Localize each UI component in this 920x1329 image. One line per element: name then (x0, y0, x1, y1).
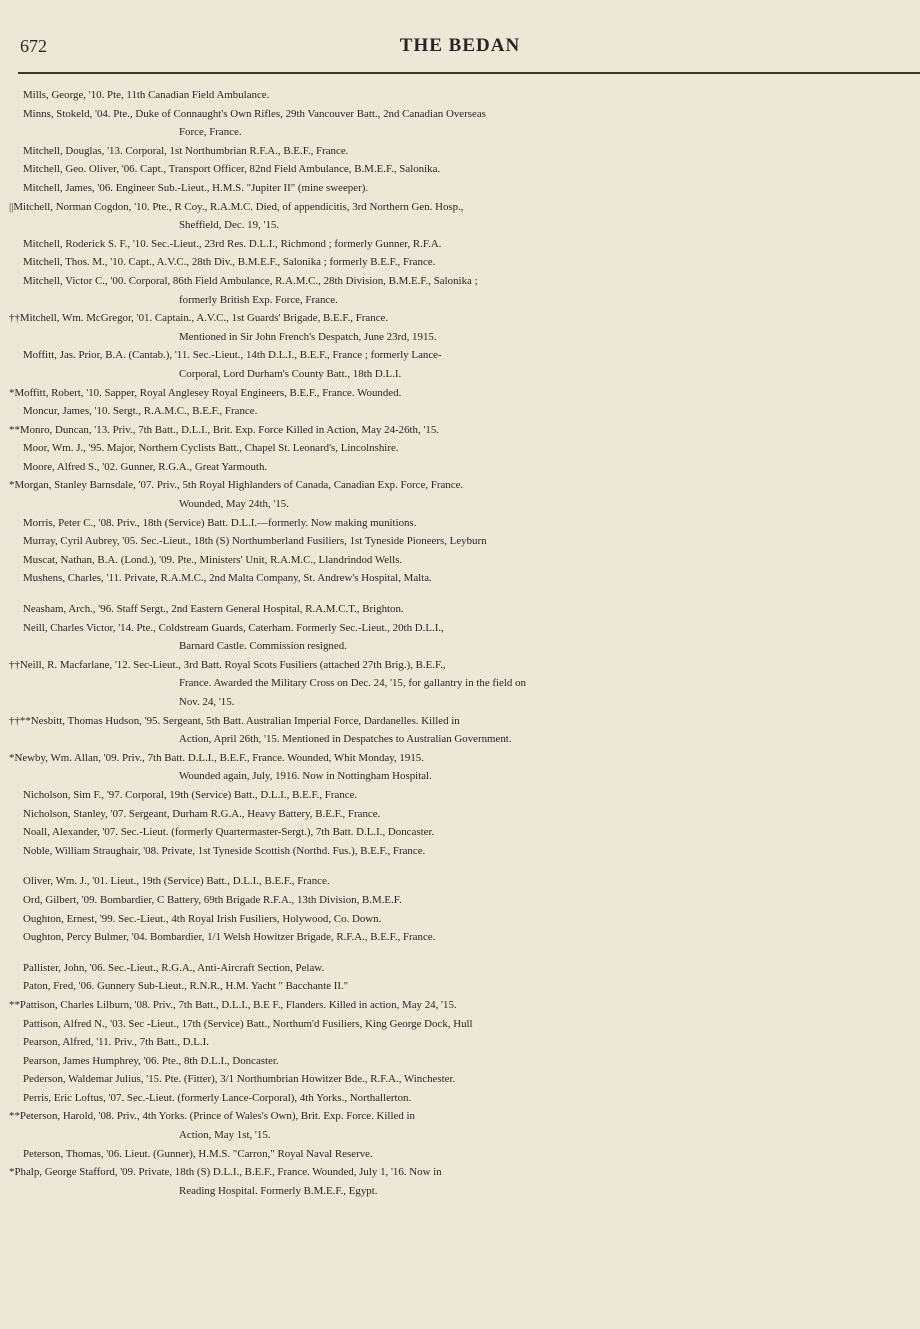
entry-text: Pederson, Waldemar Julius, '15. Pte. (Fitter), 3/1 Northumbrian Howitzer Bde., R.F.A., Winchester. (23, 1073, 456, 1086)
entry-text: Mitchell, Douglas, '13. Corporal, 1st Northumbrian R.F.A., B.E.F., France. (23, 144, 349, 157)
service-entry (0, 439, 920, 458)
section-gap (0, 947, 920, 959)
entry-first-line (23, 619, 920, 638)
service-entry (0, 198, 920, 235)
entry-text: Moor, Wm. J., '95. Major, Northern Cyclists Batt., Chapel St. Leonard's, Lincolnshire. (23, 442, 399, 455)
service-entry (0, 959, 920, 978)
service-entry (0, 86, 920, 105)
header-rule (18, 72, 920, 74)
entry-first-line (23, 569, 920, 588)
entry-first-line (23, 86, 920, 105)
entry-text: Minns, Stokeld, '04. Pte., Duke of Connaught's Own Rifles, 29th Vancouver Batt., 2nd Canadian Overseas (23, 107, 486, 120)
entry-mark: * (9, 479, 15, 492)
service-entry (0, 532, 920, 551)
entry-mark: * (9, 751, 15, 764)
entry-text: Mitchell, Geo. Oliver, '06. Capt., Transport Officer, 82nd Field Ambulance, B.M.E.F., Salonika. (23, 163, 441, 176)
entry-text: Ord, Gilbert, '09. Bombardier, C Battery, 69th Brigade R.F.A., 13th Division, B.M.E.F. (23, 893, 402, 906)
service-entry (0, 1145, 920, 1164)
service-entry (0, 476, 920, 513)
entry-text: Mitchell, Victor C., '00. Corporal, 86th Field Ambulance, R.A.M.C., 28th Division, B.M.E.F., Salonika ; (23, 274, 478, 287)
entry-continuation-line: formerly British Exp. Force, France. (179, 293, 338, 306)
entry-text: Pattison, Charles Lilburn, '08. Priv., 7th Batt., D.L.I., B.E F., Flanders. Killed in action, May 24, '15. (19, 998, 457, 1011)
entry-first-line (9, 749, 920, 768)
service-entry (0, 402, 920, 421)
service-entry (0, 458, 920, 477)
entry-text: Pallister, John, '06. Sec.-Lieut., R.G.A., Anti-Aircraft Section, Pelaw. (23, 961, 325, 974)
entry-first-line (23, 551, 920, 570)
entry-first-line (23, 402, 920, 421)
service-entry (0, 656, 920, 712)
entry-text: Oughton, Ernest, '99. Sec.-Lieut., 4th Royal Irish Fusiliers, Holywood, Co. Down. (23, 912, 382, 925)
entry-text: Pattison, Alfred N., '03. Sec -Lieut., 17th (Service) Batt., Northum'd Fusiliers, King George Dock, Hull (23, 1017, 473, 1030)
entry-text: Morris, Peter C., '08. Priv., 18th (Service) Batt. D.L.I.—formerly. Now making munitions. (23, 516, 417, 529)
entry-text: Moore, Alfred S., '02. Gunner, R.G.A., Great Yarmouth. (23, 460, 268, 473)
entry-text: Oughton, Percy Bulmer, '04. Bombardier, 1/1 Welsh Howitzer Brigade, R.F.A., B.E.F., France. (23, 931, 436, 944)
page-number: 672 (20, 36, 47, 56)
entry-mark: ** (9, 1110, 20, 1123)
entry-first-line (23, 272, 920, 291)
entry-first-line (9, 384, 920, 403)
service-entry (0, 160, 920, 179)
entry-first-line (23, 1033, 920, 1052)
entry-first-line (9, 656, 920, 675)
entry-continuation-line: Reading Hospital. Formerly B.M.E.F., Egypt. (179, 1184, 378, 1197)
entry-first-line (23, 1145, 920, 1164)
entry-text: Moncur, James, '10. Sergt., R.A.M.C., B.E.F., France. (23, 405, 258, 418)
entry-text: Pearson, Alfred, '11. Priv., 7th Batt., D.L.I. (23, 1036, 209, 1049)
running-head: THE BEDAN (399, 35, 521, 56)
entry-text: Paton, Fred, '06. Gunnery Sub-Lieut., R.N.R., H.M. Yacht " Bacchante II." (23, 980, 349, 993)
entry-text: Murray, Cyril Aubrey, '05. Sec.-Lieut., 18th (S) Northumberland Fusiliers, 1st Tyneside Pioneers, Leyburn (23, 535, 487, 548)
entry-continuation-line: Wounded, May 24th, '15. (179, 498, 289, 511)
service-entry (0, 346, 920, 383)
entry-mark: †† (9, 658, 20, 671)
entry-first-line (9, 1107, 920, 1126)
entry-text: Newby, Wm. Allan, '09. Priv., 7th Batt. D.L.I., B.E.F., France. Wounded, Whit Monday, 1915. (14, 751, 424, 764)
entry-first-line (23, 1070, 920, 1089)
service-entry (0, 1070, 920, 1089)
service-entry (0, 910, 920, 929)
entry-text: Moffitt, Jas. Prior, B.A. (Cantab.), '11. Sec.-Lieut., 14th D.L.I., B.E.F., France ; formerly Lance- (23, 349, 442, 362)
service-entry (0, 142, 920, 161)
entry-text: Mitchell, James, '06. Engineer Sub.-Lieut., H.M.S. "Jupiter II" (mine sweeper). (23, 181, 369, 194)
entry-text: Neasham, Arch., '96. Staff Sergt., 2nd Eastern General Hospital, R.A.M.C.T., Brighton. (23, 603, 404, 616)
service-entry (0, 105, 920, 142)
entry-text: Nicholson, Stanley, '07. Sergeant, Durham R.G.A., Heavy Battery, B.E.F., France. (23, 807, 381, 820)
service-entry (0, 1052, 920, 1071)
entry-first-line (23, 823, 920, 842)
entry-first-line (23, 1015, 920, 1034)
entry-first-line (9, 309, 920, 328)
entry-first-line (23, 959, 920, 978)
service-entry (0, 569, 920, 588)
service-entry (0, 977, 920, 996)
entry-first-line (23, 235, 920, 254)
entry-text: Mitchell, Thos. M., '10. Capt., A.V.C., 28th Div., B.M.E.F., Salonika ; formerly B.E.F., France. (23, 256, 436, 269)
entry-text: Neill, Charles Victor, '14. Pte., Coldstream Guards, Caterham. Formerly Sec.-Lieut., 20th D.L.I., (23, 621, 444, 634)
service-entry (0, 1089, 920, 1108)
service-entry (0, 179, 920, 198)
entry-first-line (23, 458, 920, 477)
entry-first-line (23, 346, 920, 365)
service-entry (0, 712, 920, 749)
service-entry (0, 600, 920, 619)
entry-text: Monro, Duncan, '13. Priv., 7th Batt., D.L.I., Brit. Exp. Force Killed in Action, May 24-26th, '15. (19, 423, 440, 436)
entry-mark: ††** (9, 714, 31, 727)
service-entry (0, 619, 920, 656)
entry-first-line (9, 996, 920, 1015)
entry-first-line (23, 977, 920, 996)
entry-text: Mitchell, Wm. McGregor, '01. Captain., A.V.C., 1st Guards' Brigade, B.E.F., France. (19, 312, 389, 325)
entry-mark: || (9, 200, 14, 213)
entry-text: Mitchell, Roderick S. F., '10. Sec.-Lieut., 23rd Res. D.L.I., Richmond ; formerly Gunner, R.F.A. (23, 237, 442, 250)
entry-text: Mitchell, Norman Cogdon, '10. Pte., R Coy., R.A.M.C. Died, of appendicitis, 3rd Northern Gen. Hosp., (13, 200, 464, 213)
entry-first-line (23, 439, 920, 458)
service-entry (0, 823, 920, 842)
entry-first-line (9, 1163, 920, 1182)
service-entry (0, 253, 920, 272)
entry-first-line (23, 1052, 920, 1071)
entry-text: Noble, William Straughair, '08. Private, 1st Tyneside Scottish (Northd. Fus.), B.E.F., France. (23, 844, 426, 857)
service-entry (0, 551, 920, 570)
service-entry (0, 1163, 920, 1200)
entry-first-line (23, 872, 920, 891)
entry-text: Neill, R. Macfarlane, '12. Sec-Lieut., 3rd Batt. Royal Scots Fusiliers (attached 27th Brig.), B.E.F., (19, 658, 446, 671)
entry-text: Phalp, George Stafford, '09. Private, 18th (S) D.L.I., B.E.F., France. Wounded, July 1, '16. Now in (14, 1166, 442, 1179)
entry-continuation-line: Corporal, Lord Durham's County Batt., 18th D.L.I. (179, 367, 402, 380)
entry-text: Pearson, James Humphrey, '06. Pte., 8th D.L.I., Doncaster. (23, 1054, 279, 1067)
entry-text: Muscat, Nathan, B.A. (Lond.), '09. Pte., Ministers' Unit, R.A.M.C., Llandrindod Wells. (23, 553, 403, 566)
entry-mark: ** (9, 998, 20, 1011)
entry-first-line (23, 514, 920, 533)
entry-continuation-line: Mentioned in Sir John French's Despatch, June 23rd, 1915. (179, 330, 437, 343)
service-entry (0, 1107, 920, 1144)
service-entry (0, 514, 920, 533)
entry-first-line (23, 910, 920, 929)
entry-continuation-line: Action, April 26th, '15. Mentioned in Despatches to Australian Government. (179, 733, 512, 746)
entry-continuation-line: Wounded again, July, 1916. Now in Nottingham Hospital. (179, 770, 432, 783)
entry-first-line (23, 928, 920, 947)
service-entry (0, 309, 920, 346)
entry-first-line (9, 421, 920, 440)
entry-continuation-line: Barnard Castle. Commission resigned. (179, 640, 347, 653)
service-entry (0, 1033, 920, 1052)
service-entry (0, 842, 920, 861)
entry-continuation-line: Action, May 1st, '15. (179, 1129, 271, 1142)
entry-first-line (23, 160, 920, 179)
entry-first-line (23, 105, 920, 124)
service-entry (0, 235, 920, 254)
entry-mark: ** (9, 423, 20, 436)
service-entry (0, 996, 920, 1015)
entry-text: Oliver, Wm. J., '01. Lieut., 19th (Service) Batt., D.L.I., B.E.F., France. (23, 875, 330, 888)
entry-text: Peterson, Harold, '08. Priv., 4th Yorks. (Prince of Wales's Own), Brit. Exp. Force. Killed in (19, 1110, 415, 1123)
section-gap (0, 588, 920, 600)
entry-text: Perris, Eric Loftus, '07. Sec.-Lieut. (formerly Lance-Corporal), 4th Yorks., Northallerton. (23, 1091, 412, 1104)
service-entry (0, 928, 920, 947)
service-entry (0, 749, 920, 786)
service-entry (0, 805, 920, 824)
entry-first-line (23, 786, 920, 805)
entry-text: Nicholson, Sim F., '97. Corporal, 19th (Service) Batt., D.L.I., B.E.F., France. (23, 788, 358, 801)
entry-first-line (23, 1089, 920, 1108)
service-entry (0, 786, 920, 805)
entry-text: Noall, Alexander, '07. Sec.-Lieut. (formerly Quartermaster-Sergt.), 7th Batt. D.L.I., Doncaster. (23, 826, 435, 839)
entry-mark: * (9, 1166, 15, 1179)
roll-of-service-list (0, 86, 920, 1200)
entry-first-line (23, 142, 920, 161)
entry-first-line (23, 600, 920, 619)
service-entry (0, 272, 920, 309)
entry-first-line (23, 805, 920, 824)
service-entry (0, 1015, 920, 1034)
entry-text: Peterson, Thomas, '06. Lieut. (Gunner), H.M.S. "Carron," Royal Naval Reserve. (23, 1147, 373, 1160)
entry-first-line (23, 532, 920, 551)
entry-first-line (9, 198, 920, 217)
entry-first-line (23, 842, 920, 861)
entry-first-line (9, 476, 920, 495)
entry-continuation-line: Nov. 24, '15. (179, 696, 235, 708)
entry-text: Mills, George, '10. Pte, 11th Canadian Field Ambulance. (23, 89, 270, 101)
entry-mark: †† (9, 312, 20, 325)
service-entry (0, 421, 920, 440)
section-gap (0, 860, 920, 872)
entry-text: Moffitt, Robert, '10. Sapper, Royal Anglesey Royal Engineers, B.E.F., France. Wounded. (14, 386, 402, 399)
entry-text: Mushens, Charles, '11. Private, R.A.M.C., 2nd Malta Company, St. Andrew's Hospital, Malta. (23, 572, 432, 585)
entry-first-line (9, 712, 920, 731)
entry-continuation-line: Force, France. (179, 126, 242, 139)
service-entry (0, 872, 920, 891)
entry-text: Morgan, Stanley Barnsdale, '07. Priv., 5th Royal Highlanders of Canada, Canadian Exp. Force, France. (14, 479, 464, 492)
service-entry (0, 384, 920, 403)
entry-mark: * (9, 386, 15, 399)
entry-first-line (23, 179, 920, 198)
service-entry (0, 891, 920, 910)
entry-continuation-line: France. Awarded the Military Cross on Dec. 24, '15, for gallantry in the field on (179, 677, 526, 690)
entry-text: Nesbitt, Thomas Hudson, '95. Sergeant, 5th Batt. Australian Imperial Force, Dardanelles. Killed in (30, 714, 460, 727)
entry-first-line (23, 253, 920, 272)
entry-continuation-line: Sheffield, Dec. 19, '15. (179, 219, 280, 232)
entry-first-line (23, 891, 920, 910)
